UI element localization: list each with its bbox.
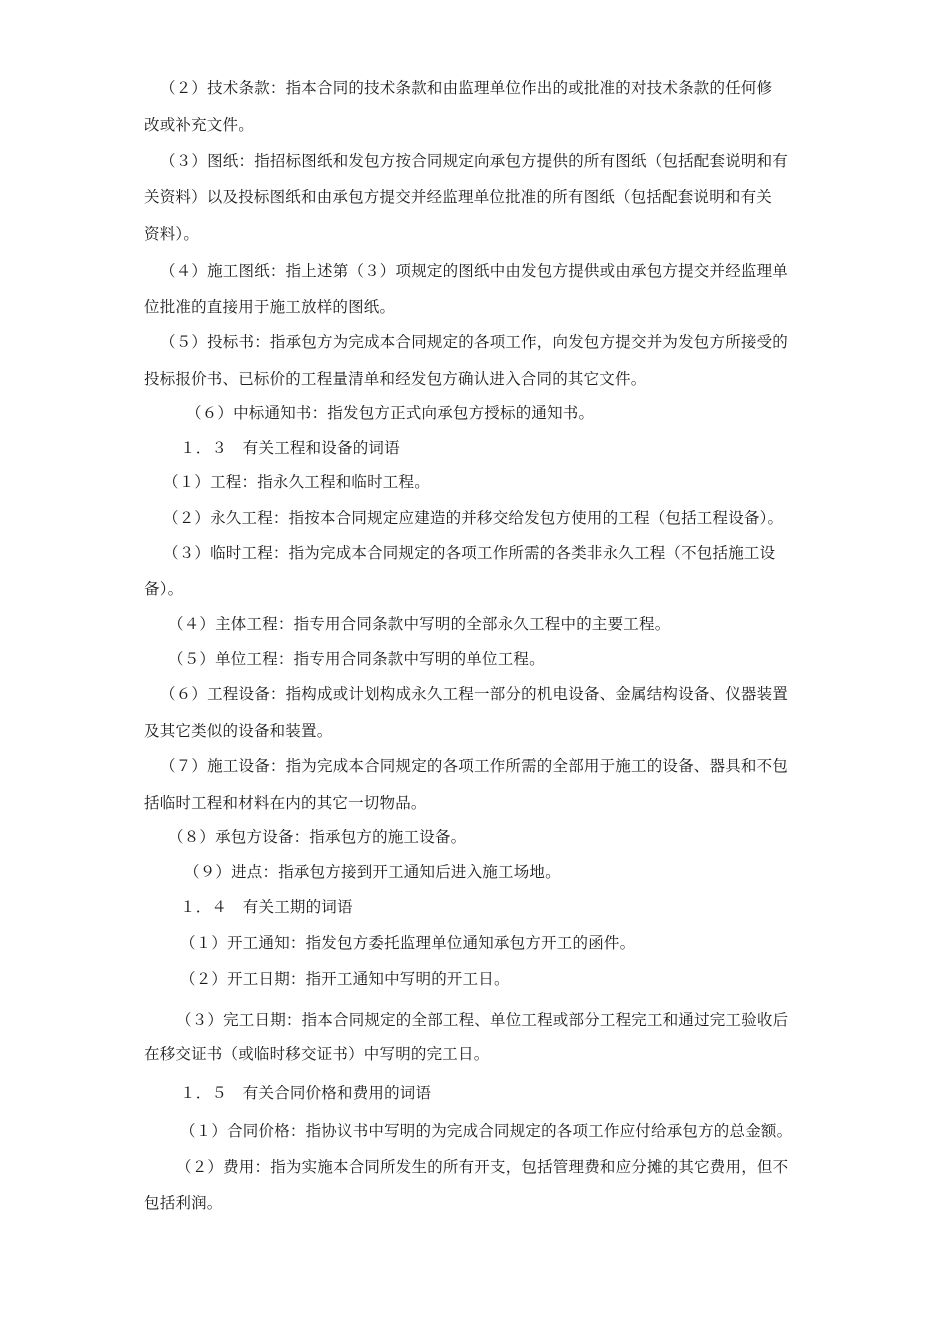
paragraph-line: （１）开工通知：指发包方委托监理单位通知承包方开工的函件。: [180, 934, 636, 952]
paragraph-line: 资料）。: [144, 225, 200, 243]
paragraph-line: 包括利润。: [144, 1194, 223, 1212]
paragraph-line: （７）施工设备：指为完成本合同规定的各项工作所需的全部用于施工的设备、器具和不包: [160, 757, 789, 775]
paragraph-line: 括临时工程和材料在内的其它一切物品。: [144, 794, 427, 812]
paragraph-line: （２）费用：指为实施本合同所发生的所有开支，包括管理费和应分摊的其它费用，但不: [176, 1158, 789, 1176]
paragraph-line: （１）工程：指永久工程和临时工程。: [163, 473, 430, 491]
paragraph-line: 投标报价书、已标价的工程量清单和经发包方确认进入合同的其它文件。: [144, 370, 647, 388]
paragraph-line: 改或补充文件。: [144, 116, 254, 134]
paragraph-line: （３）临时工程：指为完成本合同规定的各项工作所需的各类非永久工程（不包括施工设: [163, 544, 776, 562]
paragraph-line: （１）合同价格：指协议书中写明的为完成合同规定的各项工作应付给承包方的总金额。: [180, 1122, 793, 1140]
paragraph-line: （２）开工日期：指开工通知中写明的开工日。: [180, 970, 510, 988]
paragraph-line: （５）投标书：指承包方为完成本合同规定的各项工作，向发包方提交并为发包方所接受的: [160, 333, 789, 351]
paragraph-line: （６）工程设备：指构成或计划构成永久工程一部分的机电设备、金属结构设备、仪器装置: [160, 685, 789, 703]
paragraph-line: 在移交证书（或临时移交证书）中写明的完工日。: [144, 1045, 490, 1063]
paragraph-line: 关资料）以及投标图纸和由承包方提交并经监理单位批准的所有图纸（包括配套说明和有关: [144, 188, 773, 206]
paragraph-line: 位批准的直接用于施工放样的图纸。: [144, 298, 396, 316]
paragraph-line: （３）完工日期：指本合同规定的全部工程、单位工程或部分工程完工和通过完工验收后: [176, 1011, 789, 1029]
section-heading: １．３ 有关工程和设备的词语: [180, 439, 400, 457]
section-heading: １．４ 有关工期的词语: [180, 898, 353, 916]
paragraph-line: （９）进点：指承包方接到开工通知后进入施工场地。: [184, 863, 561, 881]
paragraph-line: 备）。: [144, 580, 184, 598]
paragraph-line: （３）图纸：指招标图纸和发包方按合同规定向承包方提供的所有图纸（包括配套说明和有: [160, 152, 789, 170]
paragraph-line: 及其它类似的设备和装置。: [144, 722, 333, 740]
paragraph-line: （４）施工图纸：指上述第（３）项规定的图纸中由发包方提供或由承包方提交并经监理单: [160, 262, 789, 280]
paragraph-line: （２）技术条款：指本合同的技术条款和由监理单位作出的或批准的对技术条款的任何修: [160, 79, 773, 97]
paragraph-line: （４）主体工程：指专用合同条款中写明的全部永久工程中的主要工程。: [168, 615, 671, 633]
paragraph-line: （２）永久工程：指按本合同规定应建造的并移交给发包方使用的工程（包括工程设备）。: [163, 509, 784, 527]
paragraph-line: （５）单位工程：指专用合同条款中写明的单位工程。: [168, 650, 545, 668]
paragraph-line: （６）中标通知书：指发包方正式向承包方授标的通知书。: [186, 404, 595, 422]
paragraph-line: （８）承包方设备：指承包方的施工设备。: [168, 828, 467, 846]
section-heading: １．５ 有关合同价格和费用的词语: [180, 1084, 432, 1102]
